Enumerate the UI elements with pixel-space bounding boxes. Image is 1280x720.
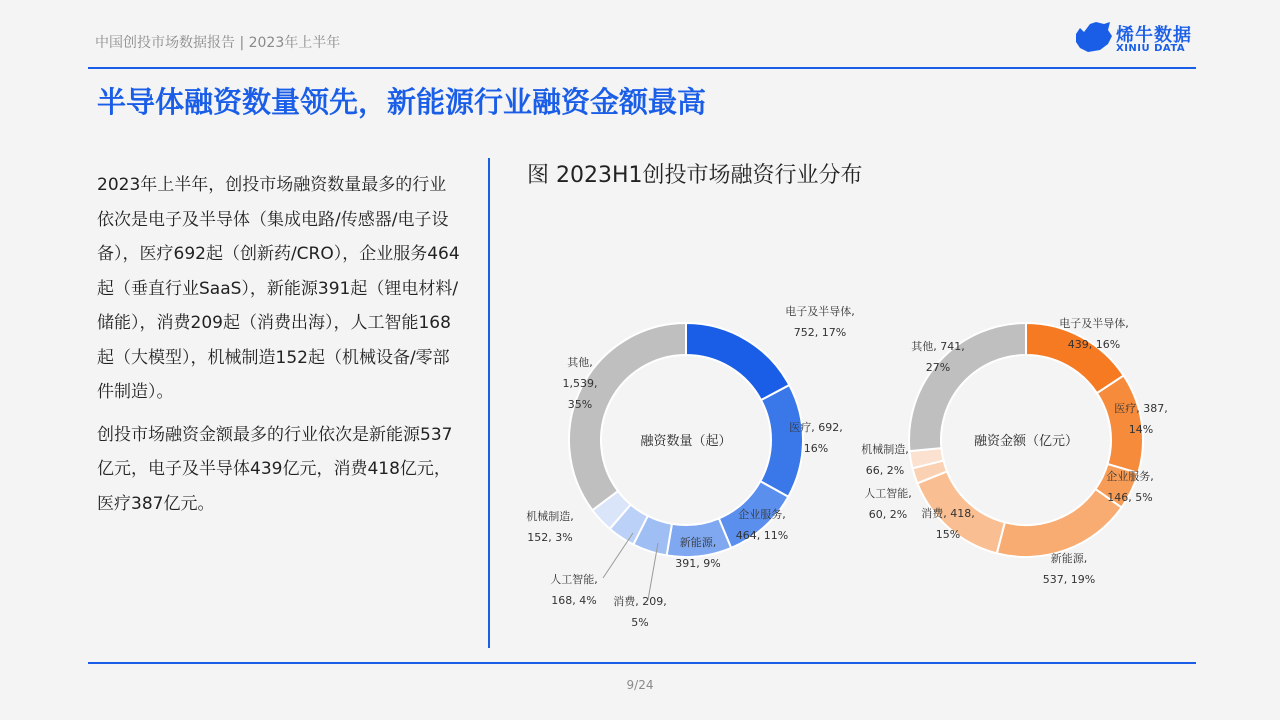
data-label-2-8: 其他, 741, 27% (911, 340, 965, 374)
data-label-1-2: 医疗, 692, 16% (789, 421, 843, 455)
data-label-2-6: 人工智能, 60, 2% (864, 487, 912, 521)
footer-divider (88, 662, 1196, 664)
data-label-1-5: 消费, 209, 5% (613, 595, 667, 629)
donut-slice-1-1 (686, 323, 789, 400)
data-label-2-2: 医疗, 387, 14% (1114, 402, 1168, 436)
data-label-2-4: 新能源, 537, 19% (1042, 552, 1096, 586)
data-label-2-1: 电子及半导体, 439, 16% (1059, 317, 1129, 351)
leader-line-1-6 (603, 533, 633, 578)
data-label-1-4: 新能源, 391, 9% (675, 536, 721, 570)
page-title: 半导体融资数量领先，新能源行业融资金额最高 (97, 85, 707, 119)
header-divider (88, 67, 1196, 69)
chart-title: 图 2023H1创投市场融资行业分布 (527, 163, 863, 188)
data-label-1-8: 其他, 1,539, 35% (562, 356, 598, 411)
donut-center-label-2: 融资金额（亿元） (973, 434, 1079, 449)
summary-paragraph-amount: 创投市场融资金额最多的行业依次是新能源537亿元，电子及半导体439亿元，消费418亿元，医疗387亿元。 (97, 424, 453, 514)
data-label-1-3: 企业服务, 464, 11% (735, 508, 789, 542)
report-subtitle: 中国创投市场数据报告 | 2023年上半年 (95, 35, 341, 51)
donut-slice-1-8 (569, 323, 686, 510)
data-label-2-5: 消费, 418, 15% (921, 507, 975, 541)
data-label-1-7: 机械制造, 152, 3% (526, 510, 574, 544)
logo-text-en: XINIU DATA (1116, 43, 1186, 54)
data-label-1-1: 电子及半导体, 752, 17% (785, 305, 855, 339)
donut-slice-2-4 (997, 489, 1122, 557)
data-label-2-7: 机械制造, 66, 2% (861, 443, 909, 477)
donut-slice-2-1 (1026, 323, 1124, 393)
data-label-1-6: 人工智能, 168, 4% (550, 573, 598, 607)
donut-slice-1-2 (760, 385, 803, 497)
industry-donut-charts (500, 250, 1200, 650)
vertical-divider (488, 158, 490, 648)
logo-text-cn: 烯牛数据 (1116, 25, 1192, 46)
summary-text (97, 168, 462, 521)
brand-logo (1074, 20, 1198, 56)
summary-paragraph-count: 2023年上半年，创投市场融资数量最多的行业依次是电子及半导体（集成电路/传感器/电子设备），医疗692起（创新药/CRO），企业服务464起（垂直行业SaaS），新能源391起（锂电材料/储能），消费209起（消费出海），人工智能168起（大模型），机械制造152起（机械设备/零部件制造）。 (97, 175, 460, 402)
rhino-icon (1074, 20, 1114, 56)
data-label-2-3: 企业服务, 146, 5% (1106, 470, 1154, 504)
donut-center-label-1: 融资数量（起） (640, 434, 732, 449)
page-number: 9/24 (626, 678, 654, 692)
